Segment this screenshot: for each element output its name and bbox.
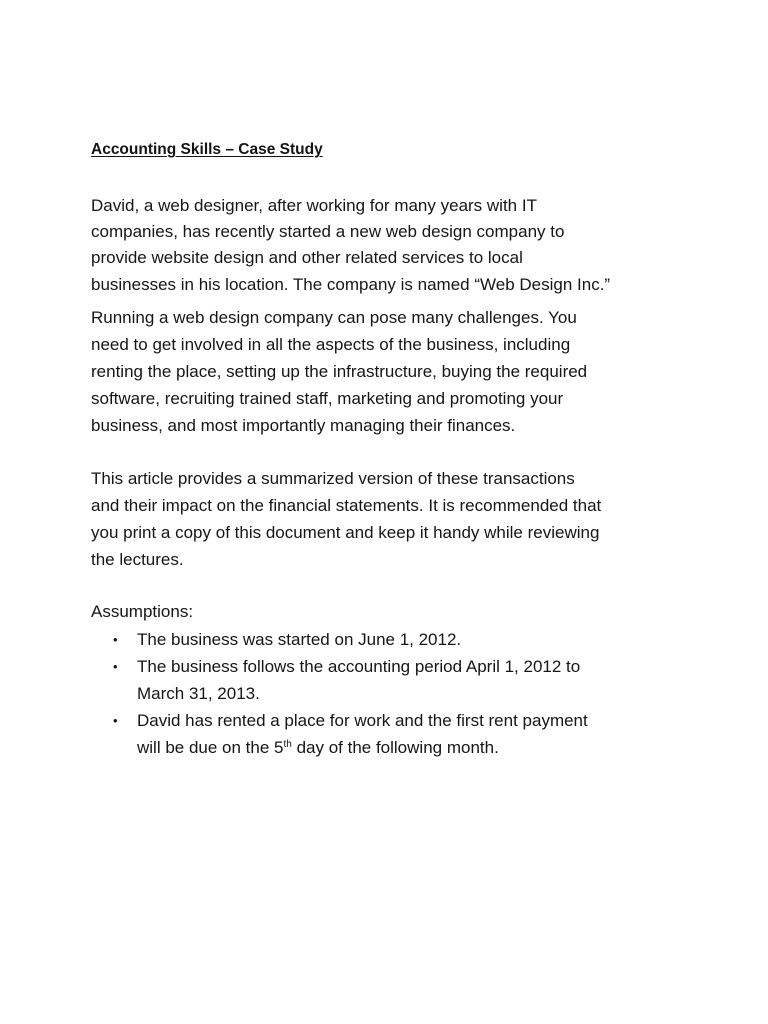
list-item-line: The business follows the accounting period April 1, 2012 to bbox=[137, 657, 581, 676]
paragraph-line: software, recruiting trained staff, marketing and promoting your bbox=[91, 389, 564, 408]
paragraph-line: need to get involved in all the aspects of the business, including bbox=[91, 335, 571, 354]
bullet-icon: • bbox=[113, 713, 118, 728]
line-text: day of the following month. bbox=[291, 738, 499, 757]
paragraph-line: businesses in his location. The company is named “Web Design Inc.” bbox=[91, 275, 611, 294]
paragraph-line: and their impact on the financial statements. It is recommended that bbox=[91, 496, 602, 515]
list-item-line: The business was started on June 1, 2012. bbox=[137, 630, 462, 649]
assumptions-heading: Assumptions: bbox=[91, 602, 194, 621]
paragraph-line: business, and most importantly managing their finances. bbox=[91, 416, 516, 435]
superscript-ordinal: th bbox=[283, 739, 292, 750]
bullet-icon: • bbox=[113, 632, 118, 647]
paragraph-line: provide website design and other related services to local bbox=[91, 248, 523, 267]
line-text: will be due on the 5 bbox=[137, 738, 284, 757]
paragraph-line: the lectures. bbox=[91, 550, 184, 569]
paragraph-line: companies, has recently started a new web design company to bbox=[91, 222, 565, 241]
paragraph-line: renting the place, setting up the infrastructure, buying the required bbox=[91, 362, 588, 381]
list-item-line: David has rented a place for work and the first rent payment bbox=[137, 711, 588, 730]
paragraph-line: This article provides a summarized version of these transactions bbox=[91, 469, 575, 488]
paragraph-line: Running a web design company can pose many challenges. You bbox=[91, 308, 577, 327]
list-item-line bbox=[137, 735, 499, 761]
bullet-icon: • bbox=[113, 659, 118, 674]
document-title: Accounting Skills – Case Study bbox=[91, 141, 323, 158]
paragraph-line: David, a web designer, after working for many years with IT bbox=[91, 196, 537, 215]
paragraph-line: you print a copy of this document and keep it handy while reviewing bbox=[91, 523, 600, 542]
list-item-line: March 31, 2013. bbox=[137, 684, 260, 703]
